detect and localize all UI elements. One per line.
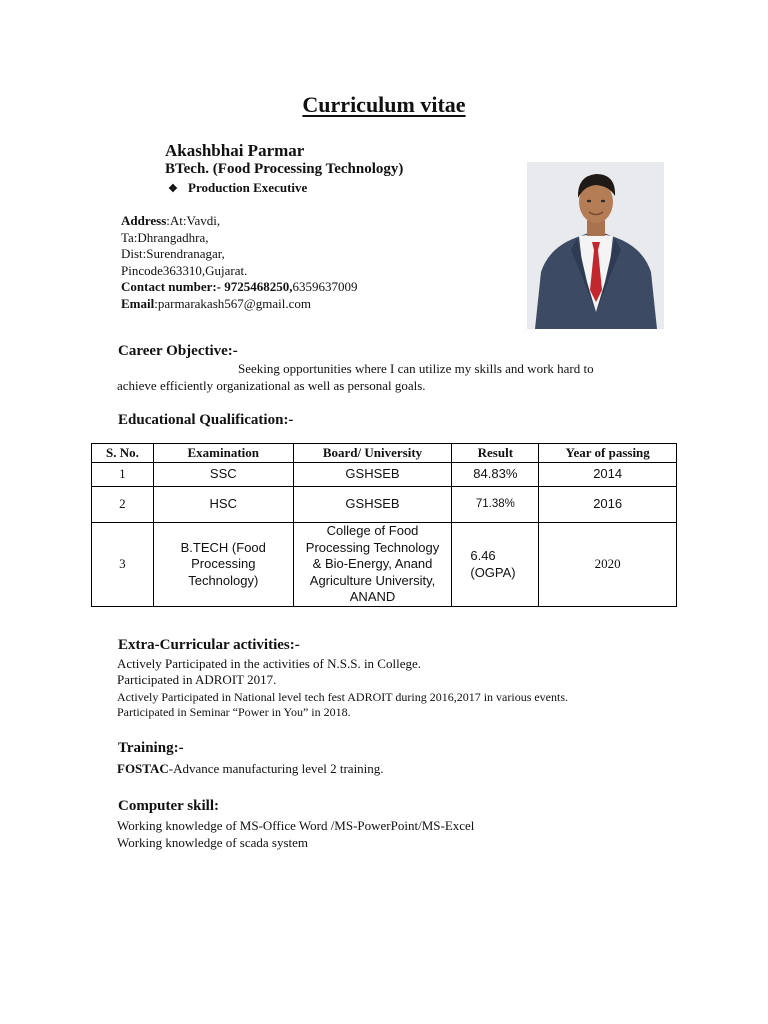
cell-year: 2014 (539, 463, 677, 487)
list-item: Participated in Seminar “Power in You” in 2018. (117, 705, 351, 719)
career-objective-line-2: achieve efficiently organizational as well as personal goals. (117, 378, 426, 393)
list-item: Actively Participated in the activities of N.S.S. in College. (117, 656, 421, 671)
cell-year: 2016 (539, 487, 677, 523)
list-item: Working knowledge of MS-Office Word /MS-PowerPoint/MS-Excel (117, 818, 475, 833)
address-line-1: Address:At:Vavdi, (121, 213, 221, 228)
address-line-3: Dist:Surendranagar, (121, 246, 225, 261)
email: Email:parmarakash567@gmail.com (121, 296, 311, 311)
cell-year: 2020 (539, 523, 677, 607)
computer-skill-heading: Computer skill: (118, 798, 219, 814)
cell-result: 71.38% (452, 487, 539, 523)
contact-number: Contact number:- 9725468250,6359637009 (121, 279, 358, 294)
table-row (92, 523, 677, 607)
profile-photo (527, 162, 664, 329)
list-item: Participated in ADROIT 2017. (117, 672, 277, 687)
table-row (92, 487, 677, 523)
cell-board: GSHSEB (293, 463, 452, 487)
education-table (91, 443, 677, 607)
column-header: S. No. (92, 444, 154, 463)
column-header: Result (452, 444, 539, 463)
cell-exam: SSC (153, 463, 293, 487)
career-objective-heading: Career Objective:- (118, 343, 238, 359)
diamond-bullet-icon: ❖ (168, 183, 178, 195)
candidate-role (168, 180, 307, 196)
training-item: FOSTAC-Advance manufacturing level 2 training. (117, 761, 384, 776)
address-line-4: Pincode363310,Gujarat. (121, 263, 248, 278)
cell-sno: 3 (92, 523, 154, 607)
role-label: Production Executive (188, 180, 308, 195)
column-header: Board/ University (293, 444, 452, 463)
cell-sno: 1 (92, 463, 154, 487)
cell-exam: HSC (153, 487, 293, 523)
column-header: Examination (153, 444, 293, 463)
page-title: Curriculum vitae (302, 92, 466, 117)
table-header-row (92, 444, 677, 463)
training-heading: Training:- (118, 740, 184, 756)
extra-curricular-heading: Extra-Curricular activities:- (118, 637, 300, 653)
cell-sno: 2 (92, 487, 154, 523)
cell-board: College of Food Processing Technology & Bio-Energy, Anand Agriculture University, ANAND (293, 523, 452, 607)
candidate-degree: BTech. (Food Processing Technology) (165, 161, 404, 177)
cell-result: 6.46 (OGPA) (452, 523, 539, 607)
table-row (92, 463, 677, 487)
career-objective-line-1: Seeking opportunities where I can utilize my skills and work hard to (238, 361, 594, 376)
candidate-name: Akashbhai Parmar (165, 141, 305, 160)
list-item: Actively Participated in National level tech fest ADROIT during 2016,2017 in various events. (117, 690, 569, 704)
cell-board: GSHSEB (293, 487, 452, 523)
list-item: Working knowledge of scada system (117, 835, 309, 850)
education-heading: Educational Qualification:- (118, 412, 294, 428)
cell-exam: B.TECH (Food Processing Technology) (153, 523, 293, 607)
cell-result: 84.83% (452, 463, 539, 487)
column-header: Year of passing (539, 444, 677, 463)
address-line-2: Ta:Dhrangadhra, (121, 230, 209, 245)
